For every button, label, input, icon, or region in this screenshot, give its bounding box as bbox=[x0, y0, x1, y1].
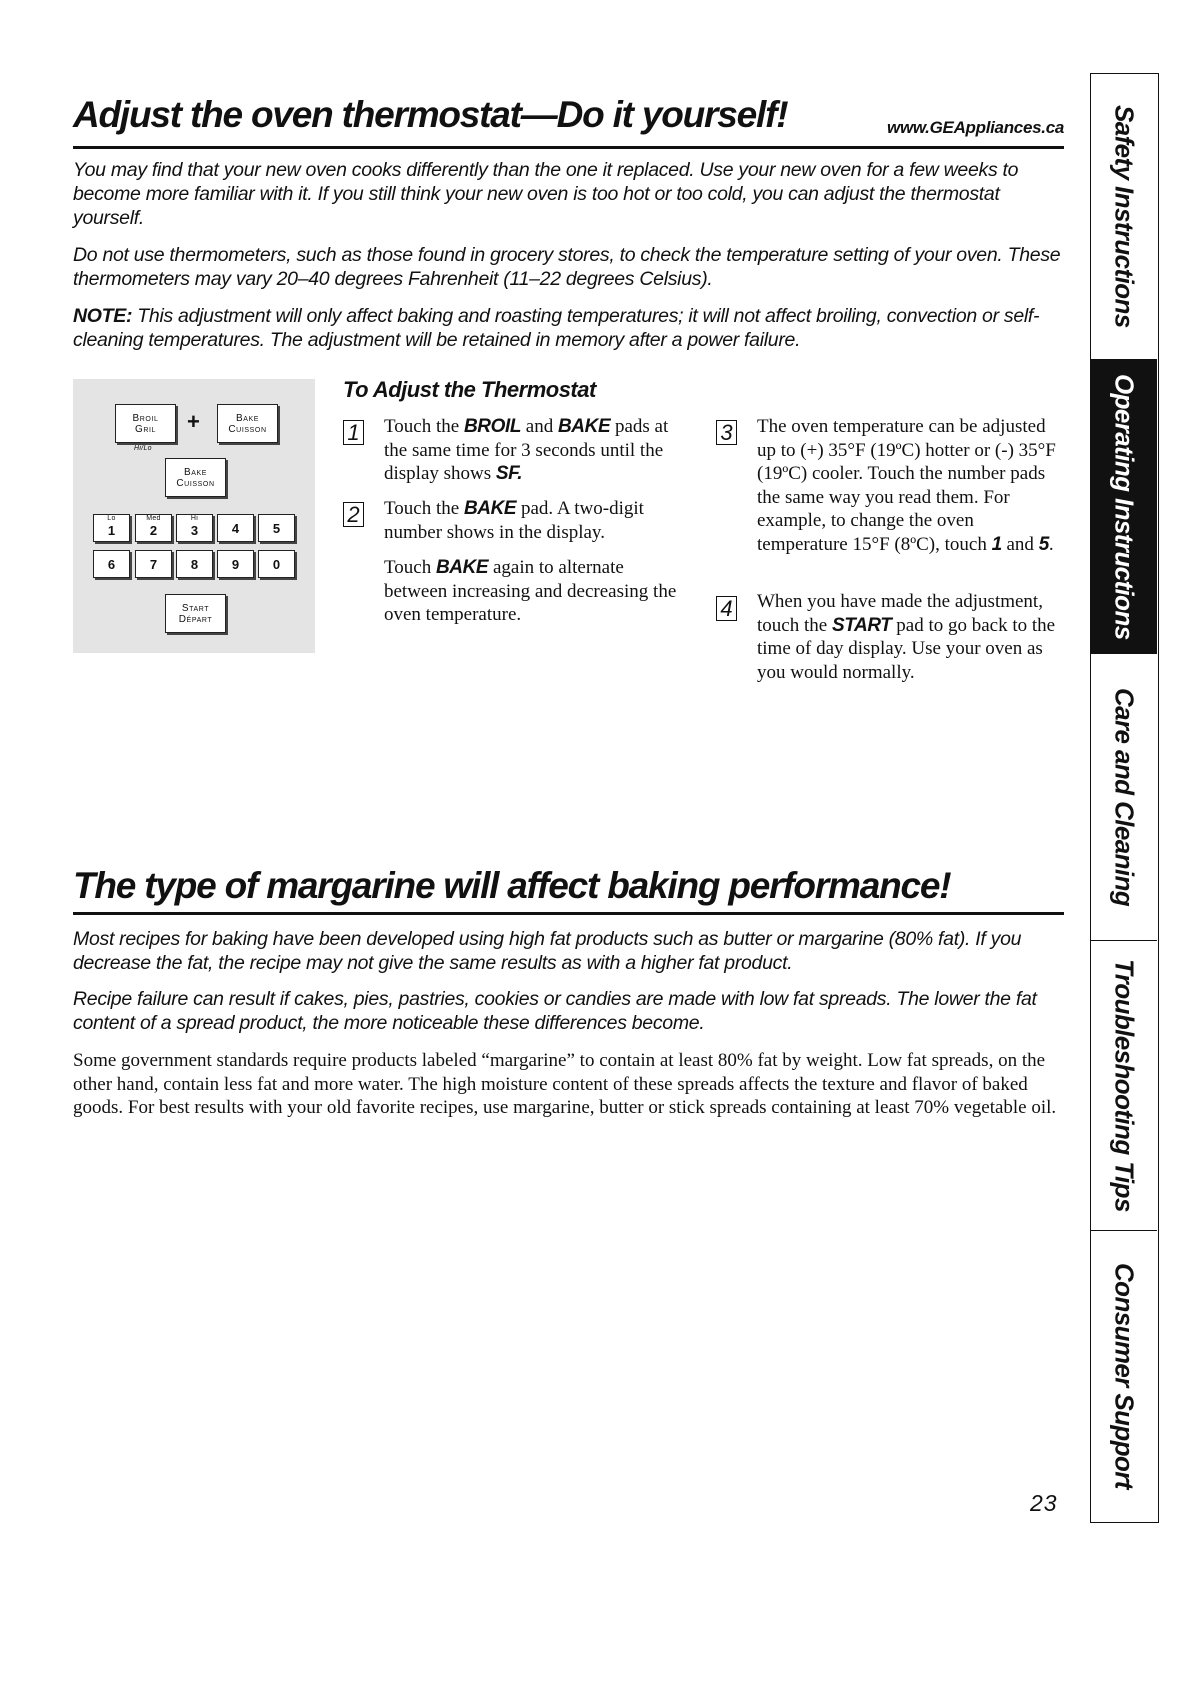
number-pad-7 bbox=[135, 550, 172, 578]
number-8: 8 bbox=[190, 556, 199, 572]
tab-label: Care and Cleaning bbox=[1109, 687, 1140, 907]
plus-sign: + bbox=[187, 409, 200, 434]
step-2-followup-text bbox=[384, 556, 684, 627]
control-panel-illustration bbox=[73, 379, 315, 653]
step-3-text bbox=[757, 415, 1062, 556]
step-number-4: 4 bbox=[716, 596, 737, 621]
number-pad-1 bbox=[93, 514, 130, 542]
number-7: 7 bbox=[149, 556, 158, 572]
number-pad-8 bbox=[176, 550, 213, 578]
tab-label: Safety Instructions bbox=[1109, 105, 1140, 328]
margarine-section-title: The type of margarine will affect baking performance! bbox=[73, 865, 951, 906]
number-5: 5 bbox=[272, 520, 281, 536]
section-tab-strip bbox=[1090, 73, 1159, 1523]
tab-troubleshooting-tips[interactable] bbox=[1091, 941, 1157, 1231]
step-1-part: pads at the same time for 3 seconds until the display shows bbox=[384, 416, 669, 484]
hi-label: Hi bbox=[190, 515, 199, 522]
number-pad-3 bbox=[176, 514, 213, 542]
step-number-3: 3 bbox=[716, 420, 737, 445]
step-2-text bbox=[384, 497, 689, 544]
tab-label: Consumer Support bbox=[1109, 1263, 1140, 1489]
hilo-label: Hi/Lo bbox=[134, 445, 152, 452]
step-1-text bbox=[384, 415, 689, 486]
number-2: 2 bbox=[149, 522, 158, 538]
note-label: NOTE: bbox=[73, 305, 133, 327]
number-pad-4 bbox=[217, 514, 254, 542]
broil-label-fr: Gril bbox=[134, 423, 157, 435]
start-label: Start bbox=[181, 602, 210, 614]
number-pad-9 bbox=[217, 550, 254, 578]
note-paragraph bbox=[73, 304, 1063, 352]
digit-1-keyword: 1 bbox=[991, 533, 1002, 555]
step-3-part: . bbox=[1048, 533, 1054, 555]
broil-pad bbox=[115, 404, 176, 443]
number-pad-6 bbox=[93, 550, 130, 578]
website-url[interactable]: www.GEAppliances.ca bbox=[887, 118, 1064, 137]
number-1: 1 bbox=[107, 522, 116, 538]
section-rule bbox=[73, 912, 1064, 915]
thermostat-subtitle: To Adjust the Thermostat bbox=[343, 377, 596, 402]
margarine-paragraph-1: Most recipes for baking have been developed using high fat products such as butter or margarine (80% fat). If you decrease the fat, the recipe may not give the same results as with a higher fat product. bbox=[73, 928, 1022, 974]
number-pad-0 bbox=[258, 550, 295, 578]
step-4-text bbox=[757, 590, 1062, 684]
bake-label: Bake bbox=[183, 466, 208, 478]
bake-keyword: BAKE bbox=[435, 557, 489, 578]
start-keyword: START bbox=[831, 614, 892, 636]
tab-care-and-cleaning[interactable] bbox=[1091, 654, 1157, 941]
lo-label: Lo bbox=[107, 515, 116, 522]
title-rule bbox=[73, 146, 1064, 149]
step-number-2: 2 bbox=[343, 502, 364, 527]
bake-keyword: BAKE bbox=[557, 416, 611, 437]
step-4-part: pad to go back to the time of day display. Use your oven as you would normally. bbox=[757, 614, 1056, 683]
tab-operating-instructions[interactable] bbox=[1091, 360, 1157, 654]
start-pad bbox=[165, 594, 226, 633]
intro-paragraph-2: Do not use thermometers, such as those found in grocery stores, to check the temperature setting of your oven. These thermometers may vary 20–40 degrees Fahrenheit (11–22 degrees Celsius). bbox=[73, 244, 1061, 290]
step-1-part: and bbox=[521, 416, 558, 437]
med-label: Med bbox=[146, 515, 161, 522]
margarine-paragraph-2: Recipe failure can result if cakes, pies, pastries, cookies or candies are made with low fat spreads. The lower the fat content of a spread product, the more noticeable these differences become. bbox=[73, 988, 1037, 1034]
step-1-part: Touch the bbox=[384, 416, 464, 437]
sf-keyword: SF. bbox=[495, 463, 523, 484]
number-0: 0 bbox=[272, 556, 281, 572]
bake-label-fr: Cuisson bbox=[176, 477, 215, 489]
digit-5-keyword: 5 bbox=[1038, 533, 1049, 555]
number-pad-2 bbox=[135, 514, 172, 542]
number-3: 3 bbox=[190, 522, 199, 538]
step-3-part: The oven temperature can be adjusted up to (+) 35°F (19ºC) hotter or (-) 35°F (19ºC) cooler. Touch the number pads the same way you read them. For example, to change the oven temperature 15°F (8ºC), touch bbox=[757, 416, 1056, 555]
bake-pad-top bbox=[217, 404, 278, 443]
broil-label: Broil bbox=[132, 412, 159, 424]
margarine-paragraph-3: Some government standards require products labeled “margarine” to contain at least 80% fat by weight. Low fat spreads, on the other hand, contain less fat and more water. The high moisture content of these spreads affects the texture and flavor of baked goods. For best results with your old favorite recipes, use margarine, butter or stick spreads containing at least 70% vegetable oil. bbox=[73, 1050, 1057, 1118]
page-number: 23 bbox=[1030, 1490, 1058, 1516]
bake-pad bbox=[165, 458, 226, 497]
page-title: Adjust the oven thermostat—Do it yourself! bbox=[73, 94, 788, 135]
step-3-part: and bbox=[1001, 533, 1039, 555]
bake-label: Bake bbox=[235, 412, 260, 424]
tab-consumer-support[interactable] bbox=[1091, 1231, 1157, 1521]
tab-label: Troubleshooting Tips bbox=[1109, 959, 1140, 1212]
step-2-part: Touch the bbox=[384, 498, 464, 519]
note-text: This adjustment will only affect baking and roasting temperatures; it will not affect broiling, convection or self-cleaning temperatures. The adjustment will be retained in memory after a power failure. bbox=[73, 305, 1040, 351]
intro-paragraph-1: You may find that your new oven cooks differently than the one it replaced. Use your new oven for a few weeks to become more familiar with it. If you still think your new oven is too hot or too cold, you can adjust the thermostat yourself. bbox=[73, 159, 1019, 229]
number-4: 4 bbox=[231, 520, 240, 536]
bake-label-fr: Cuisson bbox=[228, 423, 267, 435]
step-number-1: 1 bbox=[343, 420, 364, 445]
start-label-fr: Départ bbox=[178, 613, 213, 625]
broil-keyword: BROIL bbox=[463, 416, 522, 437]
bake-keyword: BAKE bbox=[463, 498, 517, 519]
step-2b-part: again to alternate between increasing and decreasing the oven temperature. bbox=[384, 557, 677, 625]
number-9: 9 bbox=[231, 556, 240, 572]
step-2b-part: Touch bbox=[384, 557, 436, 578]
step-2-part: pad. A two-digit number shows in the display. bbox=[384, 498, 644, 543]
number-pad-5 bbox=[258, 514, 295, 542]
number-6: 6 bbox=[107, 556, 116, 572]
tab-label: Operating Instructions bbox=[1109, 373, 1140, 640]
step-4-part: When you have made the adjustment, touch the bbox=[757, 591, 1043, 636]
tab-safety-instructions[interactable] bbox=[1091, 74, 1157, 360]
